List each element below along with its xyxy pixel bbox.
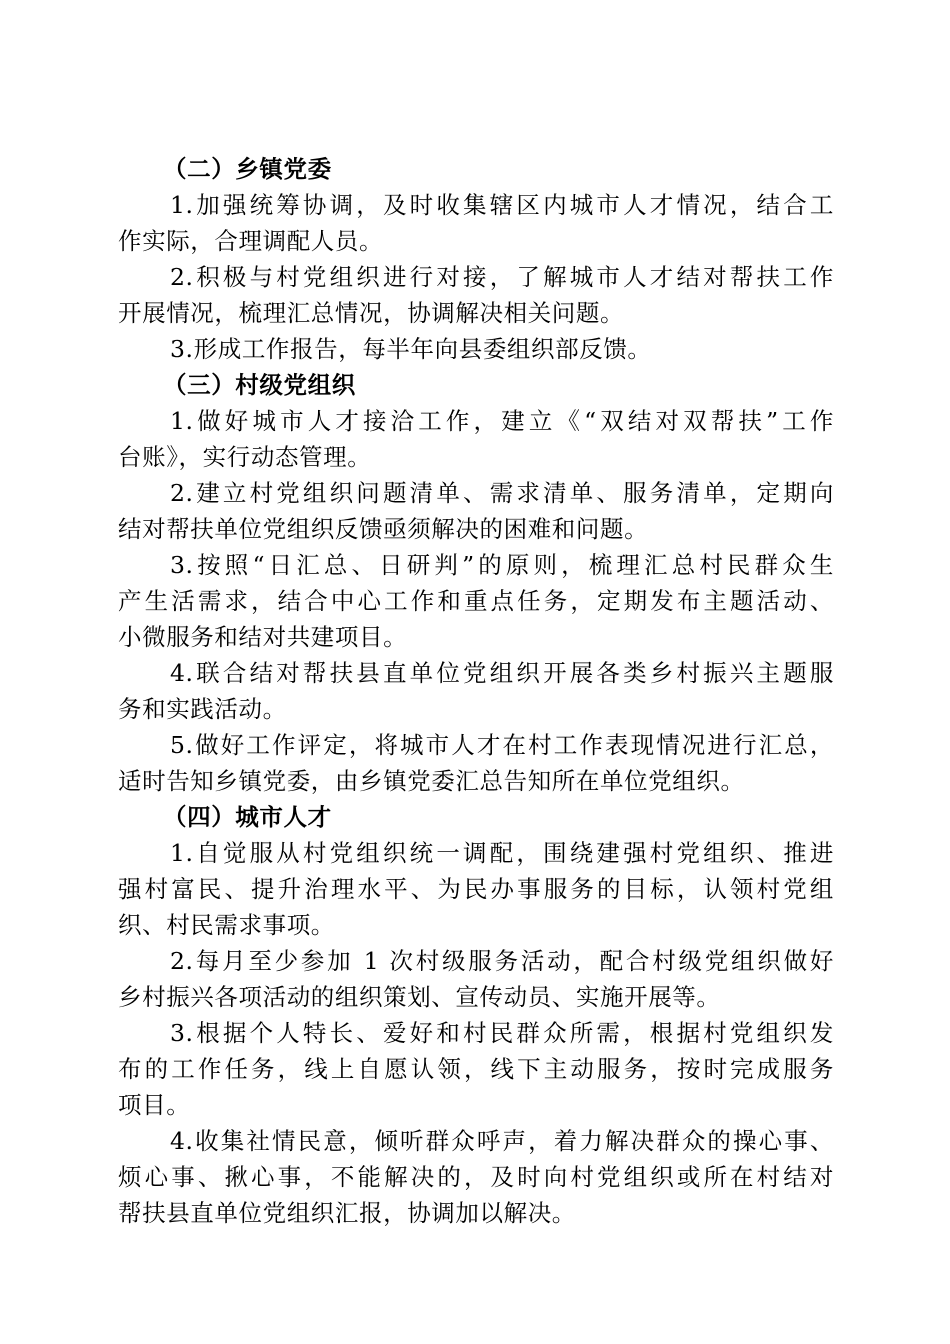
paragraph-line: 1.自觉服从村党组织统一调配，围绕建强村党组织、推进	[170, 839, 834, 867]
paragraph-line: 乡村振兴各项活动的组织策划、宣传动员、实施开展等。	[118, 983, 721, 1011]
paragraph-line: 开展情况，梳理汇总情况，协调解决相关问题。	[118, 299, 625, 327]
section-heading: （四）城市人才	[163, 803, 332, 831]
section-heading: （二）乡镇党委	[163, 155, 332, 183]
paragraph-line: 帮扶县直单位党组织汇报，协调加以解决。	[118, 1199, 576, 1227]
paragraph-line: 3.按照“日汇总、日研判”的原则，梳理汇总村民群众生	[170, 551, 834, 579]
paragraph-line: 2.积极与村党组织进行对接，了解城市人才结对帮扶工作	[170, 263, 834, 291]
section-heading: （三）村级党组织	[163, 371, 356, 399]
paragraph-line: 结对帮扶单位党组织反馈亟须解决的困难和问题。	[118, 515, 649, 543]
paragraph-line: 作实际，合理调配人员。	[118, 227, 384, 255]
paragraph-line: 5.做好工作评定，将城市人才在村工作表现情况进行汇总，	[170, 731, 834, 759]
paragraph-line: 务和实践活动。	[118, 695, 287, 723]
paragraph-line: 适时告知乡镇党委，由乡镇党委汇总告知所在单位党组织。	[118, 767, 745, 795]
paragraph-line: 织、村民需求事项。	[118, 911, 335, 939]
paragraph-line: 2.建立村党组织问题清单、需求清单、服务清单，定期向	[170, 479, 834, 507]
document-body	[118, 151, 834, 1231]
paragraph-line: 小微服务和结对共建项目。	[118, 623, 408, 651]
paragraph-line: 1.做好城市人才接洽工作，建立《“双结对双帮扶”工作	[170, 407, 834, 435]
paragraph-line: 强村富民、提升治理水平、为民办事服务的目标，认领村党组	[118, 875, 834, 903]
paragraph-line: 3.形成工作报告，每半年向县委组织部反馈。	[170, 335, 652, 363]
paragraph-line: 4.收集社情民意，倾听群众呼声，着力解决群众的操心事、	[170, 1127, 834, 1155]
paragraph-line: 1.加强统筹协调，及时收集辖区内城市人才情况，结合工	[170, 191, 834, 219]
paragraph-line: 烦心事、揪心事，不能解决的，及时向村党组织或所在村结对	[118, 1163, 834, 1191]
paragraph-line: 3.根据个人特长、爱好和村民群众所需，根据村党组织发	[170, 1019, 834, 1047]
paragraph-line: 2.每月至少参加 1 次村级服务活动，配合村级党组织做好	[170, 947, 834, 975]
paragraph-line: 项目。	[118, 1091, 191, 1119]
paragraph-line: 产生活需求，结合中心工作和重点任务，定期发布主题活动、	[118, 587, 834, 615]
paragraph-line: 布的工作任务，线上自愿认领，线下主动服务，按时完成服务	[118, 1055, 834, 1083]
paragraph-line: 4.联合结对帮扶县直单位党组织开展各类乡村振兴主题服	[170, 659, 834, 687]
paragraph-line: 台账》，实行动态管理。	[118, 443, 372, 471]
